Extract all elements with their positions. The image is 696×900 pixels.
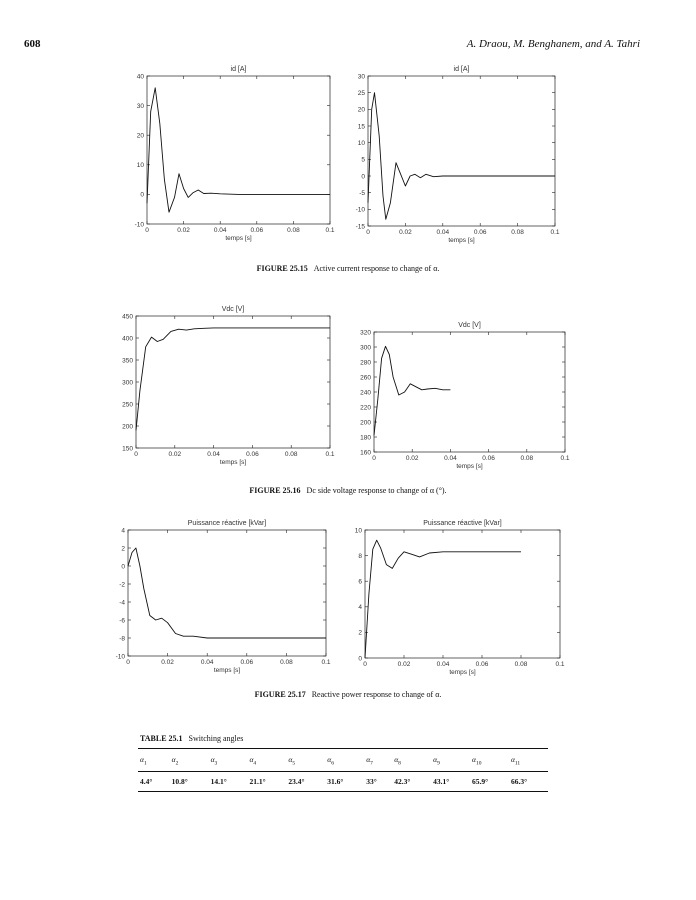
plot-frame bbox=[365, 530, 560, 658]
series-line bbox=[374, 346, 450, 435]
y-tick-label: 0 bbox=[140, 191, 144, 199]
alpha-symbol: α bbox=[433, 755, 438, 764]
x-tick-label: 0.06 bbox=[246, 451, 259, 458]
series-line bbox=[368, 93, 555, 220]
y-tick-label: 200 bbox=[360, 419, 371, 427]
plot-frame bbox=[136, 316, 330, 448]
x-tick-label: 0 bbox=[363, 661, 367, 668]
alpha-symbol: α bbox=[327, 755, 332, 764]
x-axis-label: temps [s] bbox=[219, 459, 247, 466]
alpha-symbol: α bbox=[394, 755, 399, 764]
figure-caption-25-16 bbox=[0, 486, 696, 495]
x-tick-label: 0.06 bbox=[475, 661, 489, 668]
y-tick-label: 2 bbox=[358, 629, 362, 637]
chart-vdc-right bbox=[332, 296, 572, 476]
x-tick-label: 0.08 bbox=[514, 661, 528, 668]
alpha-subscript: 7 bbox=[370, 760, 373, 767]
series-line bbox=[147, 88, 330, 212]
y-tick-label: 5 bbox=[361, 156, 365, 164]
x-tick-label: 0.08 bbox=[280, 659, 293, 666]
figure-caption-25-15 bbox=[0, 264, 696, 273]
table-cell-alpha-11: 66.3° bbox=[510, 776, 528, 786]
table-header-alpha-1 bbox=[138, 749, 170, 772]
alpha-symbol: α bbox=[171, 755, 176, 764]
y-tick-label: 4 bbox=[358, 604, 362, 612]
chart-title: Vdc [V] bbox=[221, 306, 245, 313]
x-tick-label: 0.08 bbox=[511, 229, 524, 236]
plot-frame bbox=[368, 76, 555, 226]
page-number: 608 bbox=[24, 38, 41, 50]
table-header-alpha-9 bbox=[431, 749, 470, 772]
table-cell-alpha-2: 10.8° bbox=[171, 776, 188, 786]
table-label: TABLE 25.1 bbox=[140, 734, 183, 743]
x-tick-label: 0.1 bbox=[560, 455, 570, 462]
x-tick-label: 0.04 bbox=[444, 455, 457, 462]
y-tick-label: 400 bbox=[122, 335, 133, 343]
y-tick-label: 20 bbox=[357, 106, 365, 114]
y-tick-label: 220 bbox=[360, 404, 371, 412]
switching-angles-table bbox=[138, 748, 548, 792]
alpha-symbol: α bbox=[366, 755, 371, 764]
x-tick-label: 0.04 bbox=[200, 659, 214, 666]
y-tick-label: 160 bbox=[360, 449, 371, 457]
y-tick-label: 2 bbox=[121, 545, 125, 553]
chart-title: Puissance réactive [kVar] bbox=[187, 520, 267, 527]
y-tick-label: 8 bbox=[358, 552, 362, 560]
y-tick-label: -10 bbox=[355, 206, 365, 214]
y-tick-label: -2 bbox=[119, 581, 125, 589]
y-tick-label: 10 bbox=[357, 139, 365, 147]
y-tick-label: 20 bbox=[136, 132, 144, 140]
table-cell-alpha-5: 23.4° bbox=[288, 776, 305, 786]
x-axis-label: temps [s] bbox=[213, 667, 241, 674]
x-tick-label: 0.04 bbox=[207, 451, 220, 458]
table-header-row bbox=[138, 749, 548, 772]
x-axis-label: temps [s] bbox=[449, 669, 476, 676]
x-tick-label: 0.08 bbox=[284, 451, 298, 458]
series-line bbox=[365, 540, 521, 658]
x-tick-label: 0 bbox=[372, 455, 376, 462]
y-tick-label: 260 bbox=[360, 374, 371, 382]
chart-title: Vdc [V] bbox=[458, 322, 481, 329]
x-tick-label: 0.1 bbox=[321, 659, 331, 666]
y-tick-label: -5 bbox=[359, 189, 365, 197]
x-tick-label: 0 bbox=[134, 451, 138, 458]
x-axis-label: temps [s] bbox=[456, 463, 483, 470]
x-tick-label: 0.1 bbox=[325, 227, 335, 234]
alpha-subscript: 9 bbox=[437, 760, 440, 767]
page-header bbox=[24, 38, 640, 54]
y-tick-label: 150 bbox=[122, 445, 133, 453]
table-header-alpha-3 bbox=[209, 749, 248, 772]
alpha-subscript: 11 bbox=[514, 760, 521, 767]
chart-title: Puissance réactive [kVar] bbox=[423, 520, 502, 527]
y-tick-label: 30 bbox=[136, 102, 144, 110]
table-cell-alpha-1: 4.4° bbox=[140, 776, 153, 786]
y-tick-label: -10 bbox=[115, 653, 125, 661]
x-tick-label: 0.02 bbox=[399, 229, 412, 236]
x-tick-label: 0.04 bbox=[436, 661, 450, 668]
table-header-alpha-10 bbox=[470, 749, 509, 772]
y-tick-label: 300 bbox=[122, 379, 133, 387]
x-tick-label: 0.1 bbox=[550, 229, 560, 236]
table-header-alpha-6 bbox=[325, 749, 364, 772]
y-tick-label: 6 bbox=[358, 578, 362, 586]
y-tick-label: 450 bbox=[122, 313, 133, 321]
alpha-symbol: α bbox=[210, 755, 215, 764]
x-tick-label: 0.02 bbox=[397, 661, 411, 668]
running-authors: A. Draou, M. Benghanem, and A. Tahri bbox=[466, 38, 640, 50]
x-axis-label: temps [s] bbox=[448, 237, 475, 244]
table-cell-alpha-9: 43.1° bbox=[433, 776, 450, 786]
figure-label: FIGURE 25.15 bbox=[256, 264, 308, 273]
x-tick-label: 0.06 bbox=[473, 229, 487, 236]
alpha-symbol: α bbox=[140, 755, 144, 764]
alpha-symbol: α bbox=[510, 755, 515, 764]
chart-id-right bbox=[330, 58, 570, 248]
alpha-subscript: 8 bbox=[398, 760, 401, 767]
chart-vdc-left bbox=[100, 296, 345, 471]
figure-caption-25-17 bbox=[0, 690, 696, 699]
table-cell-alpha-6: 31.6° bbox=[327, 776, 344, 786]
x-tick-label: 0.08 bbox=[287, 227, 300, 234]
alpha-subscript: 6 bbox=[331, 760, 334, 767]
x-tick-label: 0.02 bbox=[177, 227, 190, 234]
table-title bbox=[140, 734, 243, 743]
x-tick-label: 0.02 bbox=[168, 451, 182, 458]
x-tick-label: 0.1 bbox=[555, 661, 565, 668]
y-tick-label: 0 bbox=[121, 563, 125, 571]
y-tick-label: 350 bbox=[122, 357, 133, 365]
figure-caption-text: Active current response to change of α. bbox=[313, 264, 440, 273]
alpha-symbol: α bbox=[472, 755, 476, 764]
table-cell-alpha-10: 65.9° bbox=[472, 776, 489, 786]
table-header-alpha-4 bbox=[247, 749, 286, 772]
y-tick-label: 280 bbox=[360, 359, 371, 367]
y-tick-label: 25 bbox=[357, 89, 365, 97]
y-tick-label: 0 bbox=[358, 655, 362, 663]
y-tick-label: 180 bbox=[360, 434, 371, 442]
alpha-subscript: 3 bbox=[214, 760, 218, 767]
y-tick-label: 40 bbox=[136, 73, 144, 81]
table-header-alpha-11 bbox=[509, 749, 548, 772]
alpha-subscript: 10 bbox=[475, 760, 482, 767]
plot-frame bbox=[128, 530, 326, 656]
figure-label: FIGURE 25.17 bbox=[254, 690, 306, 699]
x-tick-label: 0.02 bbox=[161, 659, 174, 666]
x-tick-label: 0.02 bbox=[405, 455, 419, 462]
x-tick-label: 0.06 bbox=[250, 227, 264, 234]
series-line bbox=[136, 328, 330, 431]
x-tick-label: 0 bbox=[126, 659, 130, 666]
table-cell-alpha-4: 21.1° bbox=[249, 776, 266, 786]
alpha-subscript: 4 bbox=[253, 760, 257, 767]
y-tick-label: 240 bbox=[360, 389, 371, 397]
table-header-alpha-7 bbox=[364, 749, 392, 772]
series-line bbox=[128, 548, 326, 638]
figure-caption-text: Dc side voltage response to change of α (°). bbox=[306, 486, 447, 495]
alpha-subscript: 5 bbox=[292, 760, 296, 767]
y-tick-label: 10 bbox=[354, 527, 362, 535]
y-tick-label: 15 bbox=[357, 123, 365, 131]
table-cell-alpha-7: 33° bbox=[366, 776, 377, 786]
x-tick-label: 0.08 bbox=[520, 455, 534, 462]
y-tick-label: -4 bbox=[119, 599, 125, 607]
chart-reactive-right bbox=[330, 516, 570, 682]
x-tick-label: 0 bbox=[366, 229, 370, 236]
table-header-alpha-2 bbox=[170, 749, 209, 772]
x-tick-label: 0 bbox=[145, 227, 149, 234]
y-tick-label: 30 bbox=[357, 73, 365, 81]
y-tick-label: 10 bbox=[136, 162, 144, 170]
alpha-symbol: α bbox=[288, 755, 293, 764]
y-tick-label: 200 bbox=[122, 423, 133, 431]
y-tick-label: 250 bbox=[122, 401, 133, 409]
chart-id-left bbox=[105, 58, 345, 248]
alpha-subscript: 2 bbox=[175, 760, 179, 767]
x-tick-label: 0.06 bbox=[240, 659, 254, 666]
alpha-symbol: α bbox=[249, 755, 254, 764]
y-tick-label: -6 bbox=[119, 617, 125, 625]
y-tick-label: -8 bbox=[119, 635, 125, 643]
chart-reactive-left bbox=[100, 516, 345, 676]
table-cell-alpha-8: 42.3° bbox=[394, 776, 411, 786]
plot-frame bbox=[147, 76, 330, 224]
figure-caption-text: Reactive power response to change of α. bbox=[311, 690, 442, 699]
x-axis-label: temps [s] bbox=[225, 235, 252, 242]
x-tick-label: 0.04 bbox=[436, 229, 450, 236]
y-tick-label: 0 bbox=[361, 173, 365, 181]
plot-frame bbox=[374, 332, 565, 452]
table-header-alpha-5 bbox=[286, 749, 325, 772]
table-cell-alpha-3: 14.1° bbox=[210, 776, 227, 786]
y-tick-label: 4 bbox=[121, 527, 125, 535]
y-tick-label: 320 bbox=[360, 329, 371, 337]
chart-title: id [A] bbox=[230, 66, 247, 73]
y-tick-label: -10 bbox=[134, 221, 144, 229]
x-tick-label: 0.04 bbox=[213, 227, 227, 234]
table-row bbox=[138, 771, 548, 791]
y-tick-label: 300 bbox=[360, 344, 371, 352]
x-tick-label: 0.1 bbox=[325, 451, 335, 458]
table-header-alpha-8 bbox=[392, 749, 431, 772]
x-tick-label: 0.06 bbox=[482, 455, 495, 462]
alpha-subscript: 1 bbox=[143, 760, 147, 767]
y-tick-label: -15 bbox=[355, 223, 365, 231]
figure-label: FIGURE 25.16 bbox=[249, 486, 301, 495]
table-caption-text: Switching angles bbox=[188, 734, 244, 743]
chart-title: id [A] bbox=[453, 66, 470, 73]
